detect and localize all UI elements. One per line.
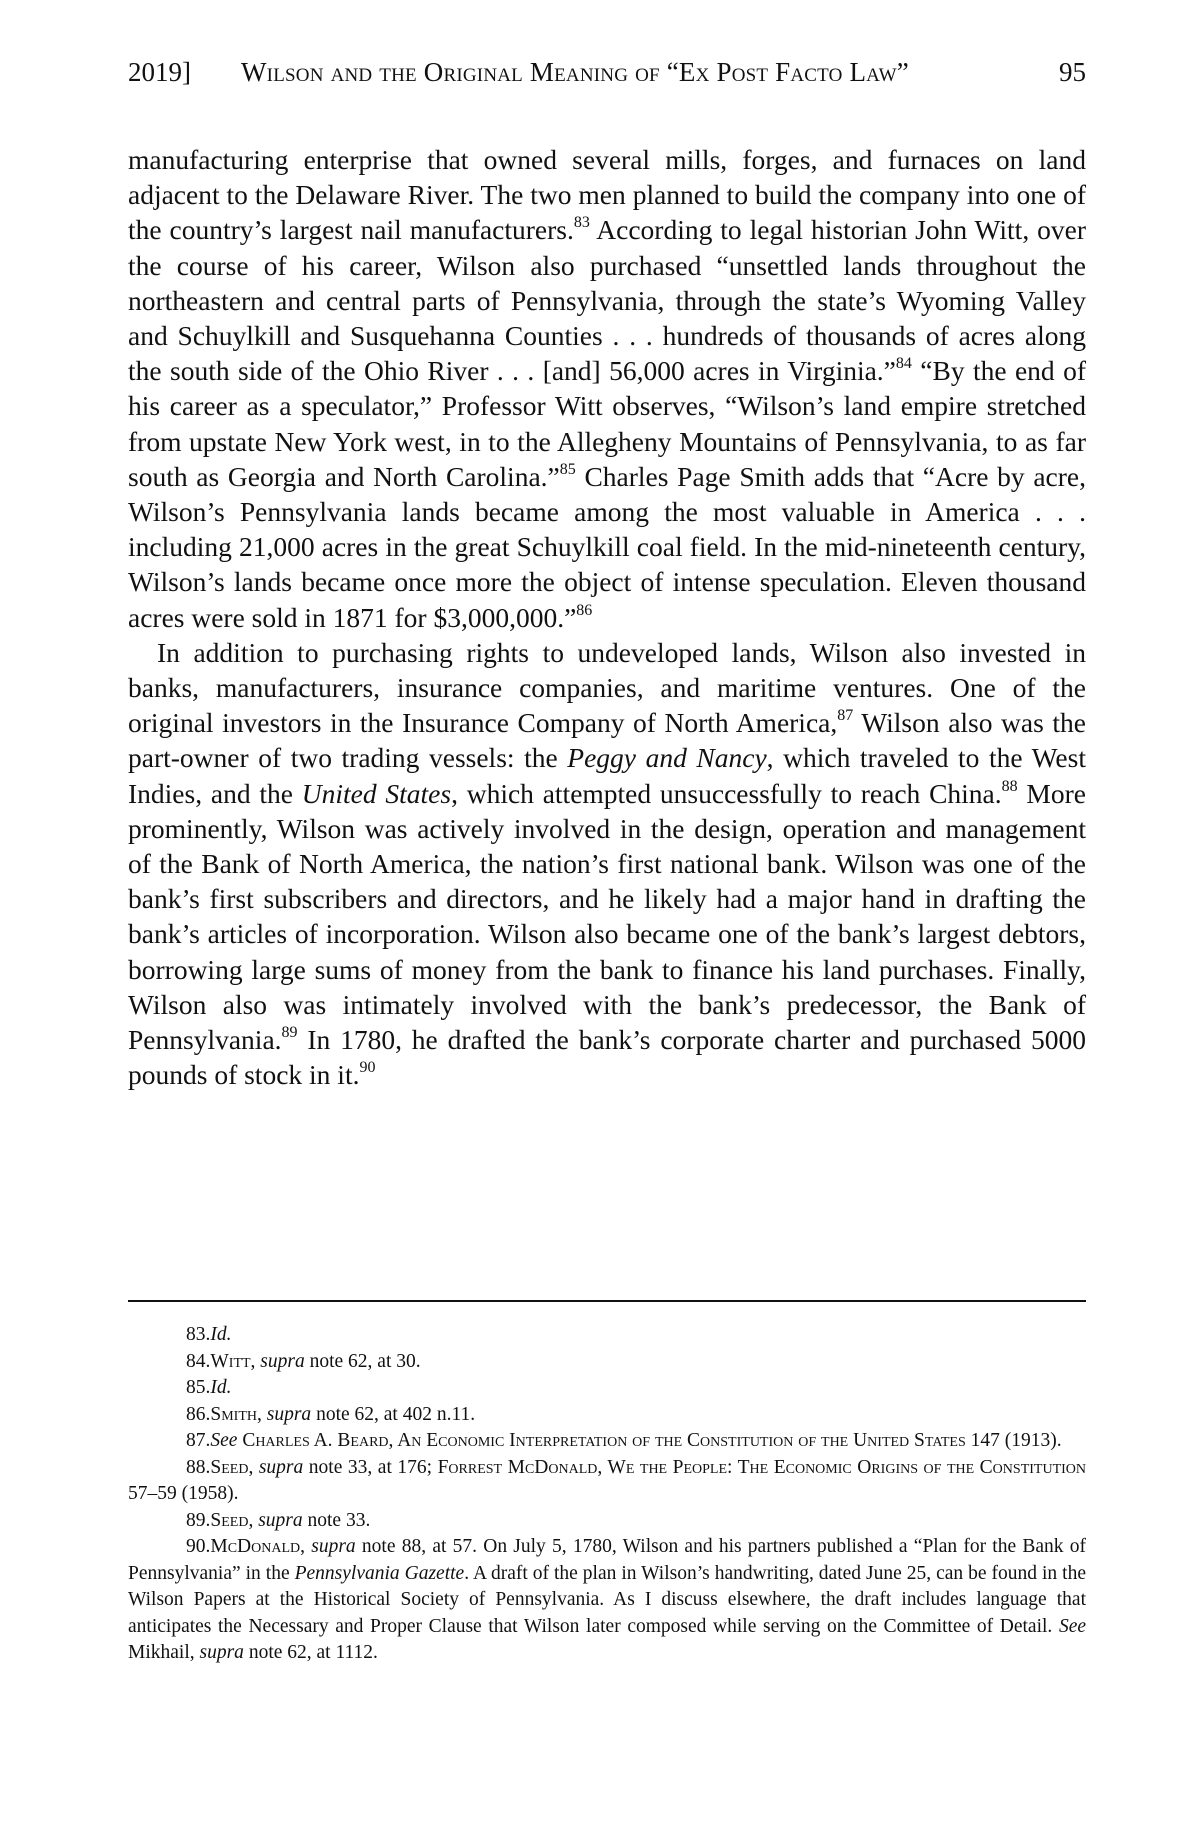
citation-author: McDonald (210, 1536, 301, 1557)
footnote-number: 87. (186, 1430, 211, 1451)
text-run: , (300, 1536, 312, 1557)
text-run: In addition to purchasing rights to undeveloped lands, Wilson also invested in banks, manufacturers, insurance companies, and maritime ventures. One of the original investors in the Insurance Company of North America, (128, 636, 1086, 739)
text-run: , (250, 1350, 261, 1372)
footnote-88 (128, 1455, 1086, 1508)
paragraph-2 (128, 635, 1086, 1093)
text-run: note 88, at 57. On July 5, 1780, Wilson and his partners published a “Plan for the Bank of Pennsylvania” in the (128, 1536, 1086, 1584)
text-run: . A draft of the plan in Wilson’s handwriting, dated June 25, can be found in the Wilson Papers at the Historical Society of Pennsylvania. As I discuss elsewhere, the draft includes language that anticipates the Necessary and Proper Clause that Wilson later composed while serving on the Committee of Detail. (128, 1562, 1086, 1637)
footnote-number: 88. (186, 1456, 211, 1478)
paragraph-1 (128, 142, 1086, 635)
footnote-ref-86[interactable]: 86 (576, 601, 593, 619)
footnote-85 (128, 1375, 1086, 1402)
body-text (128, 142, 1086, 1092)
footnote-ref-84[interactable]: 84 (895, 355, 912, 373)
running-header (128, 56, 1086, 88)
citation-supra: supra (258, 1509, 303, 1531)
citation-author: Witt (210, 1350, 251, 1372)
footnote-83 (128, 1322, 1086, 1349)
citation-author: Seed (210, 1456, 249, 1478)
text-run: note 62, at 1112. (243, 1642, 378, 1663)
text-run: Wilson also was the part-owner of two trading vessels: the (128, 707, 1086, 774)
footnote-ref-85[interactable]: 85 (559, 460, 576, 478)
citation-author: Smith (210, 1403, 257, 1425)
text-run: According to legal historian John Witt, over the course of his career, Wilson also purchased “unsettled lands throughout the northeastern and central parts of Pennsylvania, through the state’s Wyoming Valley and Schuylkill and Susquehanna Counties . . . hundreds of thousands of acres along the south side of the Ohio River . . . [and] 56,000 acres in Virginia.” (128, 214, 1086, 387)
text-run: Mikhail, (128, 1642, 200, 1663)
text-run: note 62, at 30. (304, 1350, 421, 1372)
footnote-number: 83. (186, 1324, 211, 1345)
citation-id: Id. (210, 1324, 232, 1345)
footnote-ref-89[interactable]: 89 (281, 1024, 298, 1042)
footnote-84 (128, 1349, 1086, 1376)
text-run: More prominently, Wilson was actively involved in the design, operation and management of the Bank of North America, the nation’s first national bank. Wilson was one of the bank’s first subscribers and directors, and he likely had a major hand in drafting the bank’s articles of incorporation. Wilson also became one of the bank’s largest debtors, borrowing large sums of money from the bank to finance his land purchases. Finally, Wilson also was intimately involved with the bank’s predecessor, the Bank of Pennsylvania. (128, 777, 1087, 1056)
footnote-number: 90. (186, 1536, 211, 1557)
text-run: , (248, 1509, 259, 1531)
footnote-86 (128, 1402, 1086, 1429)
text-run: manufacturing enterprise that owned several mills, forges, and furnaces on land adjacent to the Delaware River. The two men planned to build the company into one of the country’s largest nail manufacturers. (128, 144, 1086, 246)
text-run: “By the end of his career as a speculator,” Professor Witt observes, “Wilson’s land empire stretched from upstate New York west, in to the Allegheny Mountains of Pennsylvania, to as far south as Georgia and North Carolina.” (128, 355, 1086, 492)
footnote-ref-90[interactable]: 90 (359, 1059, 376, 1077)
citation-supra: supra (260, 1350, 305, 1372)
text-run: , (248, 1456, 259, 1478)
text-run: 147 (1913). (965, 1430, 1062, 1451)
page-number: 95 (1059, 57, 1086, 87)
citation-publication: Pennsylvania Gazette (294, 1562, 465, 1584)
text-run: note 33, at 176; (303, 1456, 438, 1478)
footnote-divider (128, 1300, 1086, 1302)
footnote-89 (128, 1508, 1086, 1535)
footnote-ref-83[interactable]: 83 (573, 214, 590, 232)
footnote-number: 86. (186, 1403, 211, 1425)
text-run: , which traveled to the West Indies, and the (128, 742, 1086, 809)
citation-signal: See (1058, 1615, 1086, 1637)
text-run: , (257, 1403, 267, 1425)
footnotes (128, 1322, 1086, 1667)
footnote-number: 89. (186, 1509, 211, 1531)
footnote-ref-87[interactable]: 87 (837, 707, 854, 725)
text-run: Charles Page Smith adds that “Acre by acre, Wilson’s Pennsylvania lands became among the most valuable in America . . . including 21,000 acres in the great Schuylkill coal field. In the mid-nineteenth century, Wilson’s lands became once more the object of intense speculation. Eleven thousand acres were sold in 1871 for $3,000,000.” (128, 460, 1086, 633)
citation-work: Charles A. Beard, An Economic Interpretation of the Constitution of the United States (237, 1430, 966, 1451)
citation-id: Id. (210, 1377, 232, 1398)
text-run: In 1780, he drafted the bank’s corporate charter and purchased 5000 pounds of stock in it. (128, 1024, 1086, 1091)
ship-name: United States (301, 777, 452, 809)
citation-supra: supra (199, 1642, 244, 1663)
citation-supra: supra (258, 1456, 304, 1478)
text-run: note 62, at 402 n.11. (311, 1403, 476, 1425)
footnote-number: 84. (186, 1350, 211, 1372)
citation-supra: supra (266, 1403, 312, 1425)
citation-signal: See (210, 1430, 238, 1451)
citation-work: Forrest McDonald, We the People: The Economic Origins of the Constitution (437, 1456, 1086, 1478)
footnote-number: 85. (186, 1377, 211, 1398)
ship-name: Peggy and Nancy (567, 742, 767, 774)
text-run: 57–59 (1958). (128, 1483, 239, 1504)
text-run: , which attempted unsuccessfully to reach China. (451, 777, 1002, 809)
citation-supra: supra (311, 1536, 356, 1557)
footnote-ref-88[interactable]: 88 (1001, 777, 1018, 795)
header-year: 2019] (128, 57, 191, 87)
text-run: note 33. (302, 1509, 371, 1531)
header-title: Wilson and the Original Meaning of “Ex Post Facto Law” (241, 57, 909, 87)
footnote-90 (128, 1534, 1086, 1667)
citation-author: Seed (210, 1509, 249, 1531)
footnote-87 (128, 1428, 1086, 1455)
